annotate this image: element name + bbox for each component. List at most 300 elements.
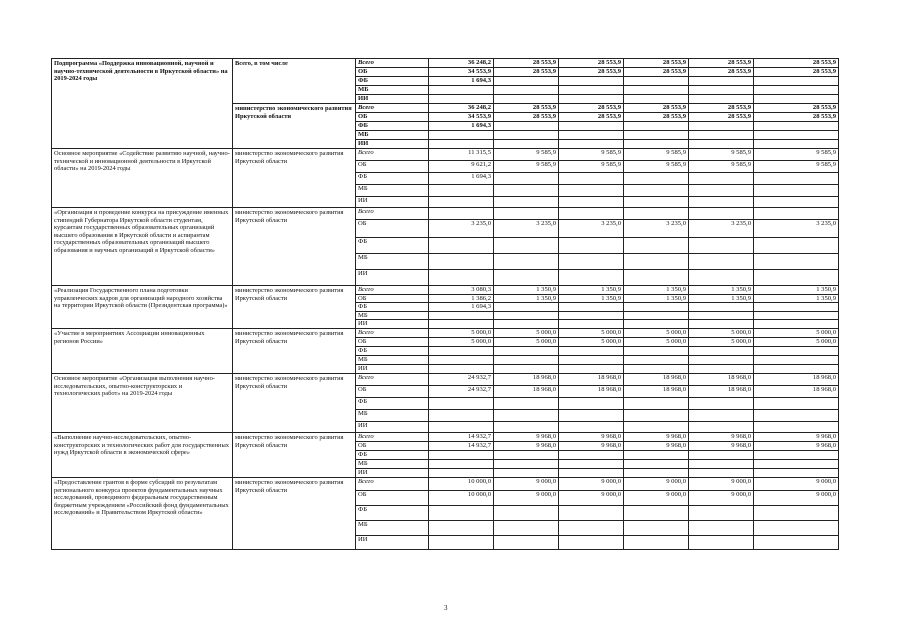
amount-cell bbox=[624, 254, 689, 270]
amount-cell bbox=[429, 95, 494, 104]
amount-cell: 34 553,9 bbox=[429, 113, 494, 122]
amount-cell: 28 553,9 bbox=[754, 113, 839, 122]
amount-cell: 1 386,2 bbox=[429, 294, 494, 303]
amount-cell bbox=[429, 535, 494, 549]
amount-cell bbox=[559, 238, 624, 254]
amount-cell: 5 000,0 bbox=[754, 337, 839, 346]
executor-cell: министерство экономического развития Иркутской области bbox=[233, 477, 356, 549]
amount-cell: 9 585,9 bbox=[494, 161, 559, 173]
funding-source-cell: ОБ bbox=[356, 220, 429, 238]
amount-cell bbox=[559, 122, 624, 131]
amount-cell: 5 000,0 bbox=[494, 337, 559, 346]
funding-source-cell: ИИ bbox=[356, 140, 429, 149]
amount-cell: 9 000,0 bbox=[494, 490, 559, 505]
amount-cell bbox=[429, 140, 494, 149]
amount-cell bbox=[494, 303, 559, 312]
amount-cell bbox=[689, 364, 754, 373]
amount-cell bbox=[689, 122, 754, 131]
amount-cell: 3 235,0 bbox=[689, 220, 754, 238]
amount-cell: 9 585,9 bbox=[624, 161, 689, 173]
amount-cell bbox=[429, 346, 494, 355]
amount-cell bbox=[494, 409, 559, 421]
amount-cell bbox=[559, 320, 624, 329]
amount-cell bbox=[689, 468, 754, 477]
amount-cell bbox=[624, 421, 689, 432]
funding-source-cell: ФБ bbox=[356, 450, 429, 459]
amount-cell: 9 585,9 bbox=[689, 161, 754, 173]
amount-cell bbox=[754, 409, 839, 421]
funding-source-cell: ОБ bbox=[356, 385, 429, 397]
amount-cell bbox=[754, 468, 839, 477]
amount-cell: 1 350,9 bbox=[624, 286, 689, 295]
amount-cell bbox=[559, 311, 624, 320]
amount-cell bbox=[559, 346, 624, 355]
amount-cell: 28 553,9 bbox=[754, 104, 839, 113]
amount-cell bbox=[624, 238, 689, 254]
executor-cell: министерство экономического развития Иркутской области bbox=[233, 328, 356, 373]
amount-cell: 1 694,3 bbox=[429, 122, 494, 131]
amount-cell: 1 694,3 bbox=[429, 303, 494, 312]
amount-cell bbox=[754, 270, 839, 286]
amount-cell bbox=[754, 346, 839, 355]
table-row bbox=[52, 328, 839, 337]
funding-source-cell: ФБ bbox=[356, 303, 429, 312]
amount-cell bbox=[754, 397, 839, 409]
measure-name-cell: «Организация и проведение конкурса на присуждение именных стипендий Губернатора Иркутской области студентам, курсантам государственных образовательных организаций высшего образования в Иркутской области и аспирантам государственных образовательных организаций высшего образования и научных организаций в Иркутской области» bbox=[52, 208, 233, 286]
amount-cell bbox=[754, 131, 839, 140]
measure-name-cell: «Участие в мероприятиях Ассоциации инновационных регионов России» bbox=[52, 328, 233, 373]
amount-cell bbox=[624, 208, 689, 220]
amount-cell: 18 968,0 bbox=[689, 373, 754, 385]
table-row bbox=[52, 432, 839, 441]
amount-cell bbox=[689, 77, 754, 86]
amount-cell: 9 968,0 bbox=[754, 441, 839, 450]
amount-cell bbox=[754, 122, 839, 131]
funding-source-cell: ФБ bbox=[356, 122, 429, 131]
funding-source-cell: ФБ bbox=[356, 173, 429, 185]
amount-cell bbox=[429, 320, 494, 329]
amount-cell: 9 000,0 bbox=[559, 477, 624, 490]
amount-cell bbox=[559, 208, 624, 220]
amount-cell bbox=[429, 86, 494, 95]
amount-cell: 9 968,0 bbox=[559, 441, 624, 450]
amount-cell bbox=[689, 450, 754, 459]
funding-source-cell: Всего bbox=[356, 477, 429, 490]
amount-cell: 10 000,0 bbox=[429, 490, 494, 505]
amount-cell bbox=[559, 421, 624, 432]
budget-table-body bbox=[52, 59, 839, 550]
amount-cell bbox=[559, 173, 624, 185]
funding-source-cell: ФБ bbox=[356, 397, 429, 409]
funding-source-cell: МБ bbox=[356, 86, 429, 95]
amount-cell bbox=[754, 254, 839, 270]
table-row bbox=[52, 286, 839, 295]
amount-cell: 3 235,0 bbox=[754, 220, 839, 238]
amount-cell bbox=[494, 468, 559, 477]
amount-cell bbox=[559, 254, 624, 270]
amount-cell bbox=[754, 238, 839, 254]
amount-cell: 5 000,0 bbox=[429, 328, 494, 337]
amount-cell bbox=[559, 459, 624, 468]
amount-cell bbox=[754, 77, 839, 86]
amount-cell: 18 968,0 bbox=[754, 373, 839, 385]
amount-cell bbox=[624, 303, 689, 312]
amount-cell: 9 585,9 bbox=[689, 149, 754, 161]
amount-cell bbox=[494, 421, 559, 432]
amount-cell bbox=[494, 238, 559, 254]
funding-source-cell: ОБ bbox=[356, 113, 429, 122]
executor-cell: министерство экономического развития Иркутской области bbox=[233, 149, 356, 208]
amount-cell: 9 968,0 bbox=[624, 432, 689, 441]
amount-cell: 1 350,9 bbox=[689, 286, 754, 295]
amount-cell bbox=[624, 535, 689, 549]
amount-cell bbox=[494, 131, 559, 140]
amount-cell bbox=[754, 320, 839, 329]
amount-cell: 9 968,0 bbox=[689, 441, 754, 450]
amount-cell bbox=[559, 140, 624, 149]
amount-cell: 9 968,0 bbox=[689, 432, 754, 441]
funding-source-cell: ИИ bbox=[356, 364, 429, 373]
amount-cell bbox=[754, 197, 839, 208]
amount-cell: 18 968,0 bbox=[624, 373, 689, 385]
funding-source-cell: ОБ bbox=[356, 490, 429, 505]
amount-cell: 28 553,9 bbox=[754, 59, 839, 68]
amount-cell bbox=[689, 208, 754, 220]
amount-cell bbox=[624, 197, 689, 208]
amount-cell bbox=[689, 409, 754, 421]
amount-cell bbox=[689, 535, 754, 549]
amount-cell bbox=[494, 311, 559, 320]
amount-cell: 28 553,9 bbox=[494, 113, 559, 122]
amount-cell bbox=[559, 86, 624, 95]
table-row bbox=[52, 149, 839, 161]
amount-cell: 5 000,0 bbox=[559, 328, 624, 337]
amount-cell: 9 585,9 bbox=[494, 149, 559, 161]
amount-cell: 9 000,0 bbox=[559, 490, 624, 505]
amount-cell bbox=[429, 459, 494, 468]
amount-cell bbox=[494, 254, 559, 270]
amount-cell: 9 968,0 bbox=[559, 432, 624, 441]
amount-cell bbox=[689, 270, 754, 286]
amount-cell: 28 553,9 bbox=[689, 68, 754, 77]
amount-cell bbox=[494, 320, 559, 329]
amount-cell bbox=[429, 421, 494, 432]
amount-cell: 1 350,9 bbox=[494, 294, 559, 303]
funding-source-cell: ИИ bbox=[356, 535, 429, 549]
amount-cell bbox=[429, 355, 494, 364]
amount-cell bbox=[494, 77, 559, 86]
amount-cell: 28 553,9 bbox=[559, 68, 624, 77]
funding-source-cell: ОБ bbox=[356, 161, 429, 173]
amount-cell: 18 968,0 bbox=[689, 385, 754, 397]
amount-cell bbox=[624, 505, 689, 520]
amount-cell bbox=[624, 397, 689, 409]
amount-cell bbox=[559, 197, 624, 208]
amount-cell: 18 968,0 bbox=[559, 373, 624, 385]
amount-cell: 18 968,0 bbox=[494, 373, 559, 385]
amount-cell bbox=[624, 459, 689, 468]
amount-cell bbox=[624, 122, 689, 131]
amount-cell bbox=[559, 364, 624, 373]
amount-cell bbox=[754, 95, 839, 104]
amount-cell bbox=[559, 505, 624, 520]
amount-cell: 24 932,7 bbox=[429, 373, 494, 385]
amount-cell bbox=[559, 520, 624, 535]
amount-cell: 9 585,9 bbox=[754, 161, 839, 173]
amount-cell: 28 553,9 bbox=[624, 104, 689, 113]
funding-source-cell: ОБ bbox=[356, 337, 429, 346]
amount-cell: 9 000,0 bbox=[754, 490, 839, 505]
amount-cell bbox=[429, 364, 494, 373]
funding-source-cell: ИИ bbox=[356, 421, 429, 432]
amount-cell bbox=[559, 535, 624, 549]
executor-cell: министерство экономического развития Иркутской области bbox=[233, 432, 356, 477]
executor-cell: министерство экономического развития Иркутской области bbox=[233, 104, 356, 149]
amount-cell bbox=[624, 468, 689, 477]
amount-cell: 9 585,9 bbox=[624, 149, 689, 161]
amount-cell: 1 350,9 bbox=[754, 294, 839, 303]
amount-cell: 5 000,0 bbox=[429, 337, 494, 346]
amount-cell bbox=[754, 535, 839, 549]
amount-cell bbox=[559, 303, 624, 312]
amount-cell: 1 350,9 bbox=[754, 286, 839, 295]
amount-cell bbox=[494, 140, 559, 149]
executor-cell: министерство экономического развития Иркутской области bbox=[233, 208, 356, 286]
table-row bbox=[52, 59, 839, 68]
measure-name-cell: «Реализация Государственного плана подготовки управленческих кадров для организаций народного хозяйства на территории Иркутской области (Президентская программа)» bbox=[52, 286, 233, 329]
funding-source-cell: Всего bbox=[356, 149, 429, 161]
amount-cell: 9 585,9 bbox=[559, 149, 624, 161]
amount-cell bbox=[429, 131, 494, 140]
amount-cell bbox=[494, 450, 559, 459]
amount-cell: 28 553,9 bbox=[624, 68, 689, 77]
funding-source-cell: МБ bbox=[356, 355, 429, 364]
amount-cell bbox=[429, 238, 494, 254]
budget-table bbox=[51, 58, 839, 550]
executor-cell: Всего, в том числе bbox=[233, 59, 356, 104]
funding-source-cell: ОБ bbox=[356, 294, 429, 303]
amount-cell bbox=[494, 346, 559, 355]
amount-cell bbox=[754, 505, 839, 520]
executor-cell: министерство экономического развития Иркутской области bbox=[233, 373, 356, 432]
amount-cell bbox=[494, 95, 559, 104]
funding-source-cell: ФБ bbox=[356, 77, 429, 86]
amount-cell bbox=[494, 208, 559, 220]
amount-cell bbox=[559, 131, 624, 140]
amount-cell bbox=[494, 520, 559, 535]
amount-cell: 9 000,0 bbox=[624, 490, 689, 505]
funding-source-cell: Всего bbox=[356, 59, 429, 68]
measure-name-cell: «Выполнение научно-исследовательских, опытно-конструкторских и технологических работ для государственных нужд Иркутской области в экономической сфере» bbox=[52, 432, 233, 477]
amount-cell bbox=[689, 131, 754, 140]
budget-table-page bbox=[51, 58, 838, 550]
amount-cell bbox=[689, 320, 754, 329]
amount-cell bbox=[624, 450, 689, 459]
amount-cell bbox=[559, 77, 624, 86]
amount-cell: 28 553,9 bbox=[689, 104, 754, 113]
table-row bbox=[52, 477, 839, 490]
funding-source-cell: ИИ bbox=[356, 197, 429, 208]
amount-cell: 28 553,9 bbox=[689, 59, 754, 68]
amount-cell: 28 553,9 bbox=[494, 68, 559, 77]
amount-cell bbox=[494, 197, 559, 208]
amount-cell bbox=[754, 86, 839, 95]
amount-cell bbox=[689, 197, 754, 208]
amount-cell: 24 932,7 bbox=[429, 385, 494, 397]
amount-cell bbox=[754, 303, 839, 312]
funding-source-cell: Всего bbox=[356, 432, 429, 441]
funding-source-cell: МБ bbox=[356, 185, 429, 197]
amount-cell: 36 248,2 bbox=[429, 104, 494, 113]
amount-cell: 14 932,7 bbox=[429, 432, 494, 441]
amount-cell bbox=[559, 185, 624, 197]
amount-cell bbox=[689, 238, 754, 254]
amount-cell bbox=[494, 185, 559, 197]
amount-cell bbox=[754, 208, 839, 220]
funding-source-cell: МБ bbox=[356, 409, 429, 421]
amount-cell: 9 000,0 bbox=[689, 490, 754, 505]
amount-cell bbox=[754, 311, 839, 320]
amount-cell: 28 553,9 bbox=[689, 113, 754, 122]
page-number: 3 bbox=[444, 604, 448, 612]
amount-cell bbox=[429, 505, 494, 520]
funding-source-cell: Всего bbox=[356, 328, 429, 337]
measure-name-cell: Подпрограмма «Поддержка инновационной, научной и научно-технической деятельности в Иркутской области» на 2019-2024 годы bbox=[52, 59, 233, 149]
amount-cell bbox=[689, 311, 754, 320]
amount-cell bbox=[559, 409, 624, 421]
amount-cell bbox=[559, 270, 624, 286]
amount-cell bbox=[624, 95, 689, 104]
amount-cell: 28 553,9 bbox=[624, 113, 689, 122]
funding-source-cell: ИИ bbox=[356, 95, 429, 104]
amount-cell bbox=[429, 450, 494, 459]
amount-cell: 1 350,9 bbox=[494, 286, 559, 295]
amount-cell bbox=[689, 421, 754, 432]
amount-cell bbox=[494, 505, 559, 520]
amount-cell bbox=[494, 122, 559, 131]
amount-cell: 5 000,0 bbox=[559, 337, 624, 346]
amount-cell: 18 968,0 bbox=[494, 385, 559, 397]
amount-cell: 1 350,9 bbox=[559, 294, 624, 303]
amount-cell bbox=[429, 185, 494, 197]
amount-cell: 5 000,0 bbox=[689, 328, 754, 337]
amount-cell bbox=[624, 409, 689, 421]
amount-cell: 5 000,0 bbox=[494, 328, 559, 337]
amount-cell bbox=[754, 140, 839, 149]
amount-cell bbox=[754, 173, 839, 185]
funding-source-cell: Всего bbox=[356, 286, 429, 295]
amount-cell bbox=[689, 173, 754, 185]
amount-cell: 34 553,9 bbox=[429, 68, 494, 77]
amount-cell bbox=[429, 197, 494, 208]
funding-source-cell: ИИ bbox=[356, 320, 429, 329]
funding-source-cell: Всего bbox=[356, 373, 429, 385]
amount-cell bbox=[624, 131, 689, 140]
amount-cell bbox=[559, 468, 624, 477]
amount-cell: 5 000,0 bbox=[624, 337, 689, 346]
amount-cell bbox=[624, 364, 689, 373]
amount-cell bbox=[624, 185, 689, 197]
amount-cell bbox=[754, 520, 839, 535]
amount-cell: 3 080,3 bbox=[429, 286, 494, 295]
amount-cell: 9 968,0 bbox=[754, 432, 839, 441]
amount-cell bbox=[689, 505, 754, 520]
amount-cell bbox=[754, 450, 839, 459]
funding-source-cell: МБ bbox=[356, 131, 429, 140]
amount-cell bbox=[754, 185, 839, 197]
amount-cell: 5 000,0 bbox=[754, 328, 839, 337]
amount-cell: 9 585,9 bbox=[754, 149, 839, 161]
amount-cell: 9 968,0 bbox=[494, 441, 559, 450]
amount-cell bbox=[494, 535, 559, 549]
amount-cell bbox=[624, 173, 689, 185]
amount-cell bbox=[429, 270, 494, 286]
funding-source-cell: ОБ bbox=[356, 441, 429, 450]
amount-cell bbox=[754, 459, 839, 468]
table-row bbox=[52, 373, 839, 385]
amount-cell: 9 000,0 bbox=[689, 477, 754, 490]
amount-cell: 9 000,0 bbox=[494, 477, 559, 490]
amount-cell bbox=[429, 311, 494, 320]
amount-cell: 5 000,0 bbox=[624, 328, 689, 337]
amount-cell bbox=[559, 95, 624, 104]
amount-cell: 1 350,9 bbox=[559, 286, 624, 295]
amount-cell bbox=[624, 346, 689, 355]
amount-cell: 3 235,0 bbox=[429, 220, 494, 238]
funding-source-cell: ФБ bbox=[356, 505, 429, 520]
amount-cell: 14 932,7 bbox=[429, 441, 494, 450]
amount-cell: 18 968,0 bbox=[624, 385, 689, 397]
funding-source-cell: Всего bbox=[356, 104, 429, 113]
amount-cell: 3 235,0 bbox=[559, 220, 624, 238]
amount-cell bbox=[559, 355, 624, 364]
amount-cell: 1 350,9 bbox=[624, 294, 689, 303]
amount-cell: 9 000,0 bbox=[754, 477, 839, 490]
amount-cell: 28 553,9 bbox=[494, 104, 559, 113]
amount-cell bbox=[624, 355, 689, 364]
amount-cell bbox=[494, 459, 559, 468]
amount-cell: 9 621,2 bbox=[429, 161, 494, 173]
funding-source-cell: ИИ bbox=[356, 270, 429, 286]
amount-cell bbox=[689, 140, 754, 149]
amount-cell bbox=[494, 397, 559, 409]
amount-cell bbox=[429, 397, 494, 409]
amount-cell bbox=[624, 140, 689, 149]
amount-cell bbox=[689, 95, 754, 104]
amount-cell: 1 694,3 bbox=[429, 173, 494, 185]
amount-cell: 3 235,0 bbox=[494, 220, 559, 238]
amount-cell: 9 000,0 bbox=[624, 477, 689, 490]
amount-cell bbox=[559, 397, 624, 409]
amount-cell: 28 553,9 bbox=[559, 59, 624, 68]
funding-source-cell: МБ bbox=[356, 254, 429, 270]
amount-cell bbox=[429, 208, 494, 220]
amount-cell bbox=[689, 397, 754, 409]
amount-cell bbox=[624, 520, 689, 535]
amount-cell bbox=[624, 311, 689, 320]
amount-cell bbox=[624, 77, 689, 86]
amount-cell: 28 553,9 bbox=[559, 113, 624, 122]
amount-cell bbox=[429, 409, 494, 421]
amount-cell: 11 315,5 bbox=[429, 149, 494, 161]
amount-cell bbox=[754, 421, 839, 432]
amount-cell: 28 553,9 bbox=[754, 68, 839, 77]
measure-name-cell: «Предоставление грантов в форме субсидий по результатам регионального конкурса проектов фундаментальных научных исследований, проводимого федеральным государственным бюджетным учреждением «Российский фонд фундаментальных исследований» и Правительством Иркутской области» bbox=[52, 477, 233, 549]
amount-cell bbox=[429, 520, 494, 535]
funding-source-cell: МБ bbox=[356, 459, 429, 468]
amount-cell: 9 968,0 bbox=[624, 441, 689, 450]
amount-cell bbox=[689, 520, 754, 535]
